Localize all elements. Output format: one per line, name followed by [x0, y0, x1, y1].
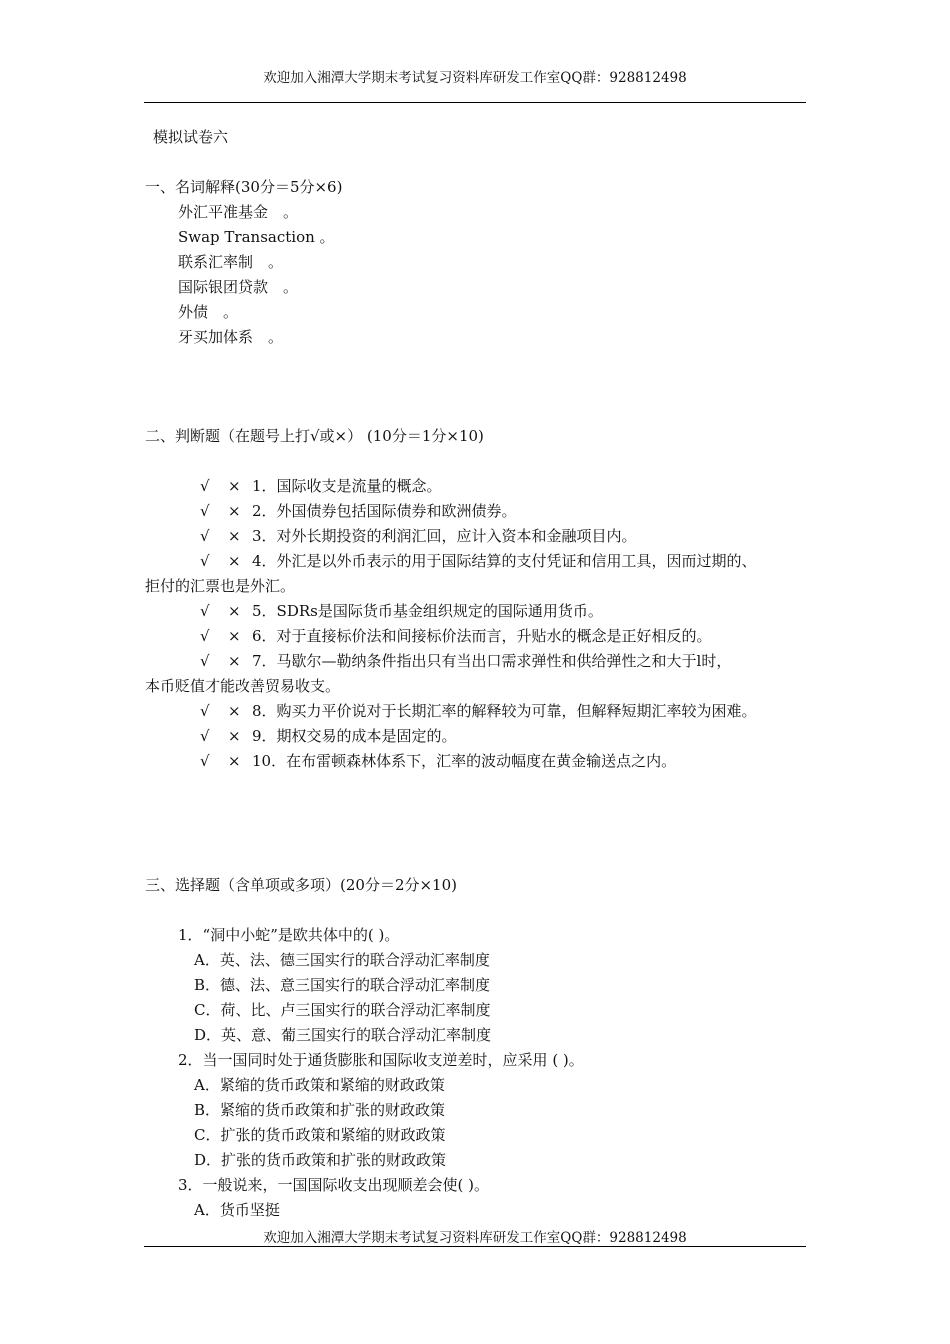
- tf-text: 9．期权交易的成本是固定的。: [252, 727, 457, 745]
- choice-option[interactable]: C．荷、比、卢三国实行的联合浮动汇率制度: [194, 1001, 491, 1019]
- choice-option[interactable]: B．德、法、意三国实行的联合浮动汇率制度: [194, 976, 491, 994]
- tf-item: [200, 626, 712, 646]
- tf-text: 2．外国债券包括国际债券和欧洲债券。: [252, 502, 517, 520]
- tf-item: [200, 551, 757, 571]
- cross-mark[interactable]: ×: [228, 502, 241, 520]
- check-mark[interactable]: √: [200, 727, 210, 745]
- tf-item: [200, 601, 603, 621]
- exam-title: 模拟试卷六: [153, 128, 229, 146]
- choice-option[interactable]: A．货币坚挺: [194, 1201, 280, 1219]
- cross-mark[interactable]: ×: [228, 477, 241, 495]
- cross-mark[interactable]: ×: [228, 652, 241, 670]
- tf-text: 3．对外长期投资的利润汇回，应计入资本和金融项目内。: [252, 527, 637, 545]
- header-rule: [144, 102, 806, 103]
- question-stem: 1．“洞中小蛇”是欧共体中的( )。: [178, 926, 400, 944]
- term-item: 国际银团贷款 。: [178, 278, 299, 296]
- term-item: 牙买加体系 。: [178, 328, 284, 346]
- tf-text-continuation: 拒付的汇票也是外汇。: [145, 577, 296, 595]
- tf-text: 6．对于直接标价法和间接标价法而言，升贴水的概念是正好相反的。: [252, 627, 712, 645]
- cross-mark[interactable]: ×: [228, 552, 241, 570]
- tf-text: 7．马歇尔—勒纳条件指出只有当出口需求弹性和供给弹性之和大于l时，: [252, 652, 732, 670]
- question-stem: 2．当一国同时处于通货膨胀和国际收支逆差时，应采用 ( )。: [178, 1051, 584, 1069]
- cross-mark[interactable]: ×: [228, 627, 241, 645]
- choice-option[interactable]: A．紧缩的货币政策和紧缩的财政政策: [194, 1076, 445, 1094]
- cross-mark[interactable]: ×: [228, 727, 241, 745]
- tf-item: [200, 476, 442, 496]
- cross-mark[interactable]: ×: [228, 752, 241, 770]
- page-footer: 欢迎加入湘潭大学期末考试复习资料库研发工作室QQ群：928812498: [263, 1230, 687, 1246]
- cross-mark[interactable]: ×: [228, 602, 241, 620]
- choice-option[interactable]: D．扩张的货币政策和扩张的财政政策: [194, 1151, 447, 1169]
- tf-item: [200, 726, 457, 746]
- tf-item: [200, 751, 676, 771]
- tf-text-continuation: 本币贬值才能改善贸易收支。: [145, 677, 341, 695]
- section2-heading: 二、判断题（在题号上打√或×） (10分＝1分×10): [145, 427, 484, 445]
- tf-text: 10．在布雷顿森林体系下，汇率的波动幅度在黄金输送点之内。: [252, 752, 677, 770]
- tf-text: 4．外汇是以外币表示的用于国际结算的支付凭证和信用工具，因而过期的、: [252, 552, 757, 570]
- footer-rule: [144, 1246, 806, 1247]
- tf-item: [200, 701, 757, 721]
- choice-option[interactable]: A．英、法、德三国实行的联合浮动汇率制度: [194, 951, 490, 969]
- section3-heading: 三、选择题（含单项或多项）(20分＝2分×10): [145, 876, 457, 894]
- question-stem: 3．一般说来，一国国际收支出现顺差会使( )。: [178, 1176, 490, 1194]
- term-item: Swap Transaction 。: [178, 228, 335, 246]
- page-header: 欢迎加入湘潭大学期末考试复习资料库研发工作室QQ群：928812498: [263, 70, 687, 86]
- check-mark[interactable]: √: [200, 527, 210, 545]
- tf-text: 1．国际收支是流量的概念。: [252, 477, 442, 495]
- check-mark[interactable]: √: [200, 502, 210, 520]
- check-mark[interactable]: √: [200, 702, 210, 720]
- cross-mark[interactable]: ×: [228, 702, 241, 720]
- cross-mark[interactable]: ×: [228, 527, 241, 545]
- check-mark[interactable]: √: [200, 627, 210, 645]
- check-mark[interactable]: √: [200, 752, 210, 770]
- term-item: 联系汇率制 。: [178, 253, 284, 271]
- check-mark[interactable]: √: [200, 552, 210, 570]
- tf-item: [200, 526, 637, 546]
- tf-item: [200, 651, 731, 671]
- choice-option[interactable]: C．扩张的货币政策和紧缩的财政政策: [194, 1126, 446, 1144]
- term-item: 外债 。: [178, 303, 239, 321]
- term-item: 外汇平准基金 。: [178, 203, 299, 221]
- tf-text: 5．SDRs是国际货币基金组织规定的国际通用货币。: [252, 602, 603, 620]
- check-mark[interactable]: √: [200, 602, 210, 620]
- choice-option[interactable]: D．英、意、葡三国实行的联合浮动汇率制度: [194, 1026, 492, 1044]
- check-mark[interactable]: √: [200, 477, 210, 495]
- tf-item: [200, 501, 517, 521]
- tf-text: 8．购买力平价说对于长期汇率的解释较为可靠，但解释短期汇率较为困难。: [252, 702, 757, 720]
- choice-option[interactable]: B．紧缩的货币政策和扩张的财政政策: [194, 1101, 446, 1119]
- section1-heading: 一、名词解释(30分＝5分×6): [145, 178, 343, 196]
- check-mark[interactable]: √: [200, 652, 210, 670]
